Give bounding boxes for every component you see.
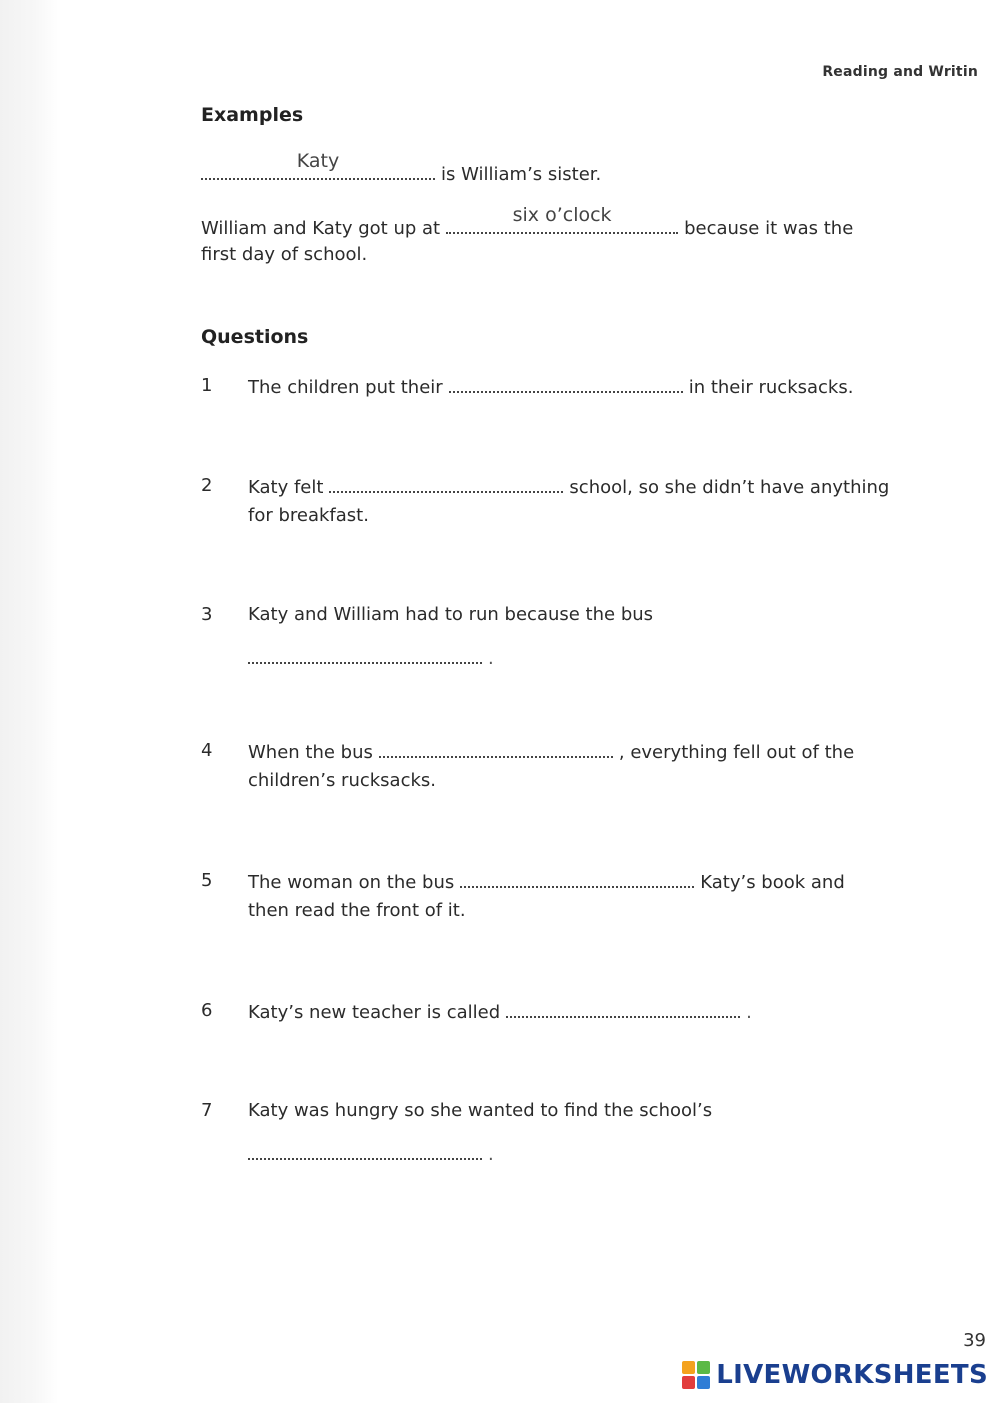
question-3-trail: . (488, 648, 494, 669)
question-7-line-2 (248, 1138, 494, 1170)
example-1-answer: Katy (296, 150, 340, 172)
question-2-line-2: for breakfast. (248, 505, 369, 526)
question-7-trail: . (488, 1144, 494, 1165)
question-5-line-2: then read the front of it. (248, 900, 466, 921)
question-5-line-1 (248, 866, 845, 898)
question-3-line-2 (248, 642, 494, 674)
question-4-blank[interactable] (379, 736, 613, 758)
logo-square-2 (697, 1361, 710, 1374)
question-4-line-1 (248, 736, 854, 768)
question-6-number: 6 (201, 1000, 213, 1021)
examples-heading: Examples (201, 104, 304, 126)
liveworksheets-wordmark: LIVEWORKSHEETS (716, 1360, 988, 1390)
logo-square-3 (682, 1376, 695, 1389)
question-5-blank[interactable] (460, 866, 694, 888)
question-2-after: school, so she didn’t have anything (569, 477, 890, 498)
example-2-blank (446, 204, 678, 234)
example-2-before: William and Katy got up at (201, 218, 441, 239)
liveworksheets-logo-icon (682, 1361, 710, 1389)
question-1-after: in their rucksacks. (688, 377, 854, 398)
question-6 (248, 996, 752, 1028)
question-2-line-1 (248, 471, 889, 503)
question-6-trail: . (746, 1002, 752, 1023)
question-5-before: The woman on the bus (248, 872, 455, 893)
question-7-blank[interactable] (248, 1138, 482, 1160)
question-5-after: Katy’s book and (700, 872, 845, 893)
question-3-blank[interactable] (248, 642, 482, 664)
question-1-blank[interactable] (449, 371, 683, 393)
question-1 (248, 371, 853, 403)
question-4-before: When the bus (248, 742, 373, 763)
question-1-before: The children put their (248, 377, 443, 398)
question-2-number: 2 (201, 475, 213, 496)
question-2-blank[interactable] (329, 471, 563, 493)
question-6-before: Katy’s new teacher is called (248, 1002, 501, 1023)
example-2-after: because it was the (684, 218, 854, 239)
example-1-after: is William’s sister. (441, 164, 602, 185)
example-2-line-2: first day of school. (201, 244, 368, 265)
question-7-number: 7 (201, 1100, 213, 1121)
question-5-number: 5 (201, 870, 213, 891)
question-7-line-1: Katy was hungry so she wanted to find the school’s (248, 1100, 713, 1121)
example-1-blank (201, 150, 435, 180)
logo-square-1 (682, 1361, 695, 1374)
example-2-answer: six o’clock (512, 204, 612, 226)
example-1 (201, 150, 602, 190)
question-1-number: 1 (201, 375, 213, 396)
question-4-after: , everything fell out of the (618, 742, 855, 763)
question-2-before: Katy felt (248, 477, 324, 498)
running-header: Reading and Writin (822, 64, 978, 80)
page-number: 39 (963, 1330, 986, 1351)
questions-heading: Questions (201, 326, 309, 348)
question-6-blank[interactable] (506, 996, 740, 1018)
question-4-number: 4 (201, 740, 213, 761)
page-edge-shadow (0, 0, 58, 1403)
logo-square-4 (697, 1376, 710, 1389)
question-4-line-2: children’s rucksacks. (248, 770, 436, 791)
question-3-line-1: Katy and William had to run because the bus (248, 604, 654, 625)
question-3-number: 3 (201, 604, 213, 625)
liveworksheets-brand[interactable] (682, 1360, 988, 1390)
